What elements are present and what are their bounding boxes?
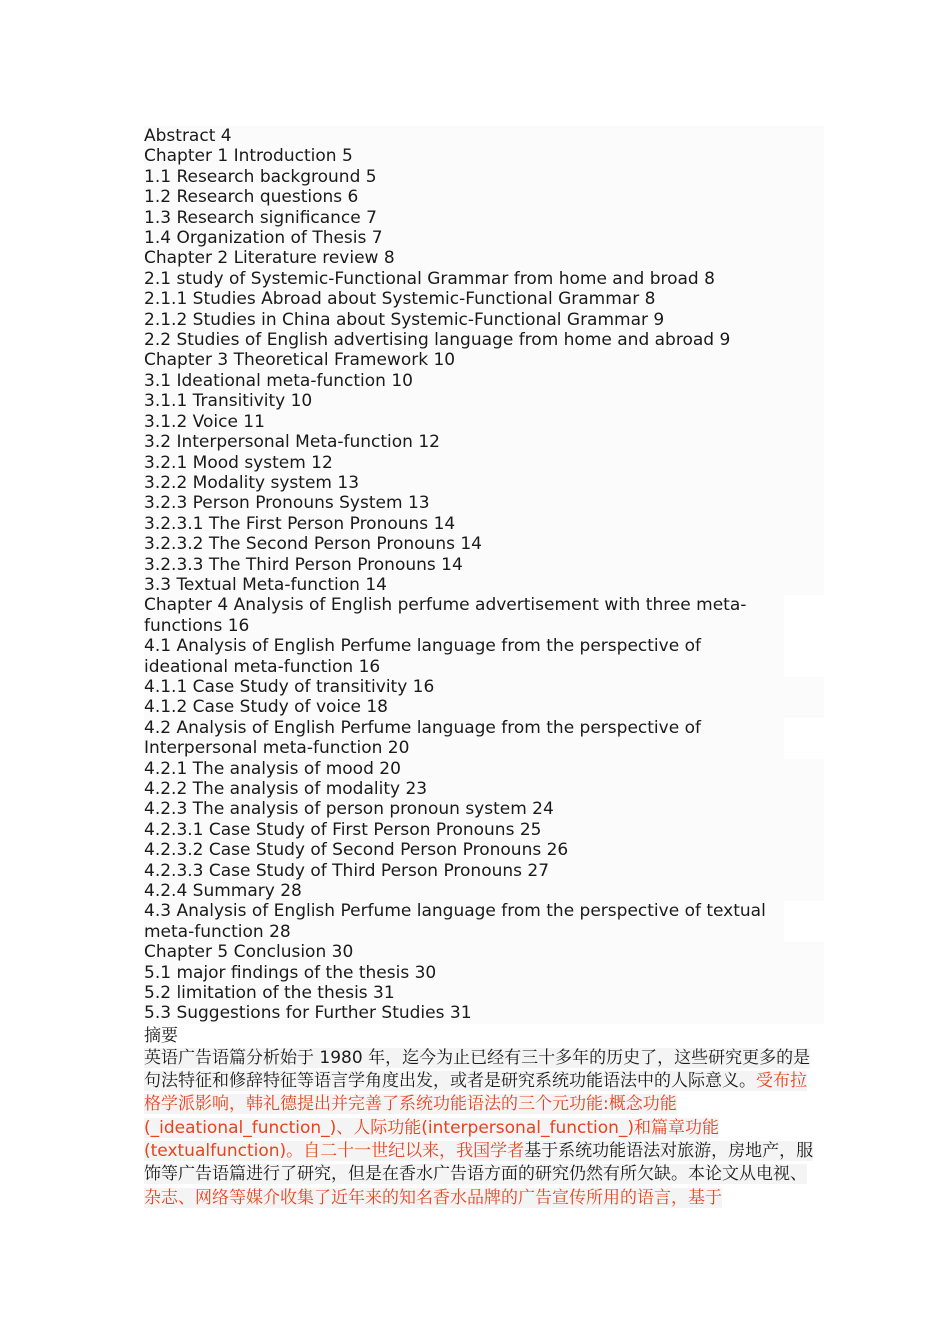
toc-entry: 2.1.1 Studies Abroad about Systemic-Functional Grammar 8 [144, 289, 824, 309]
toc-entry: 4.2.3.3 Case Study of Third Person Pronouns 27 [144, 861, 824, 881]
toc-entry: 3.1.2 Voice 11 [144, 412, 824, 432]
document-page [144, 126, 824, 1210]
toc-entry: Chapter 2 Literature review 8 [144, 248, 824, 268]
toc-entry: 3.2.3 Person Pronouns System 13 [144, 493, 824, 513]
toc-entry: 3.1 Ideational meta-function 10 [144, 371, 824, 391]
toc-entry: 4.2.4 Summary 28 [144, 881, 824, 901]
toc-entry: Abstract 4 [144, 126, 824, 146]
toc-entry: 3.3 Textual Meta-function 14 [144, 575, 824, 595]
toc-entry: 5.1 major findings of the thesis 30 [144, 963, 824, 983]
toc-entry: 4.3 Analysis of English Perfume language from the perspective of textual meta-function 28 [144, 901, 784, 942]
toc-entry: 3.2.3.1 The First Person Pronouns 14 [144, 514, 824, 534]
toc-entry: 3.1.1 Transitivity 10 [144, 391, 824, 411]
toc-entry: 4.1.1 Case Study of transitivity 16 [144, 677, 824, 697]
toc-entry: Chapter 3 Theoretical Framework 10 [144, 350, 824, 370]
toc-entry: 2.2 Studies of English advertising language from home and abroad 9 [144, 330, 824, 350]
abstract-cn-heading: 摘要 [144, 1025, 178, 1046]
toc-entry: 3.2.3.3 The Third Person Pronouns 14 [144, 555, 824, 575]
toc-entry: Chapter 5 Conclusion 30 [144, 942, 824, 962]
abstract-cn-paragraph [144, 1047, 820, 1210]
toc-entry: 1.1 Research background 5 [144, 167, 824, 187]
toc-entry: 4.2.1 The analysis of mood 20 [144, 759, 824, 779]
toc-entry: 4.2.2 The analysis of modality 23 [144, 779, 824, 799]
toc-entry: 4.2.3 The analysis of person pronoun system 24 [144, 799, 824, 819]
toc-entry: 4.2.3.1 Case Study of First Person Pronouns 25 [144, 820, 824, 840]
toc-entry: 1.3 Research significance 7 [144, 208, 824, 228]
toc-entry: Chapter 4 Analysis of English perfume advertisement with three meta-functions 16 [144, 595, 784, 636]
toc-entry: Chapter 1 Introduction 5 [144, 146, 824, 166]
toc-entry: 3.2.3.2 The Second Person Pronouns 14 [144, 534, 824, 554]
toc-entry: 4.1.2 Case Study of voice 18 [144, 697, 824, 717]
toc-entry: 3.2.1 Mood system 12 [144, 453, 824, 473]
abstract-cn-segment-2-highlighted: 受布拉格学派影响，韩礼德提出并完善了系统功能语法的三个元功能:概念功能(_ideational_function_)、人际功能(interpersonal_function_)和篇章功能(textualfunction)。自二十一世纪以来，我国学者 [144, 1071, 807, 1162]
toc-entry: 3.2 Interpersonal Meta-function 12 [144, 432, 824, 452]
toc-entry: 4.1 Analysis of English Perfume language from the perspective of ideational meta-function 16 [144, 636, 784, 677]
toc-entry: 2.1 study of Systemic-Functional Grammar from home and broad 8 [144, 269, 824, 289]
toc-entry: 5.2 limitation of the thesis 31 [144, 983, 824, 1003]
toc-entry: 1.4 Organization of Thesis 7 [144, 228, 824, 248]
abstract-cn-segment-4-highlighted: 杂志、网络等媒介收集了近年来的知名香水品牌的广告宣传所用的语言，基于 [144, 1187, 722, 1208]
toc-entry: 4.2.3.2 Case Study of Second Person Pronouns 26 [144, 840, 824, 860]
toc-entry: 4.2 Analysis of English Perfume language from the perspective of Interpersonal meta-function 20 [144, 718, 784, 759]
toc-entry: 5.3 Suggestions for Further Studies 31 [144, 1003, 824, 1023]
abstract-cn-segment-1: 英语广告语篇分析始于 1980 年，迄今为止已经有三十多年的历史了，这些研究更多的是句法特征和修辞特征等语言学角度出发，或者是研究系统功能语法中的人际意义。 [144, 1047, 811, 1092]
table-of-contents [144, 126, 824, 1024]
toc-entry: 3.2.2 Modality system 13 [144, 473, 824, 493]
abstract-cn-segment-3: 基于系统功能语法对旅游，房地产，服饰等广告语篇进行了研究，但是在香水广告语方面的研究仍然有所欠缺。本论文从电视、 [144, 1141, 814, 1185]
toc-entry: 2.1.2 Studies in China about Systemic-Functional Grammar 9 [144, 310, 824, 330]
toc-entry: 1.2 Research questions 6 [144, 187, 824, 207]
